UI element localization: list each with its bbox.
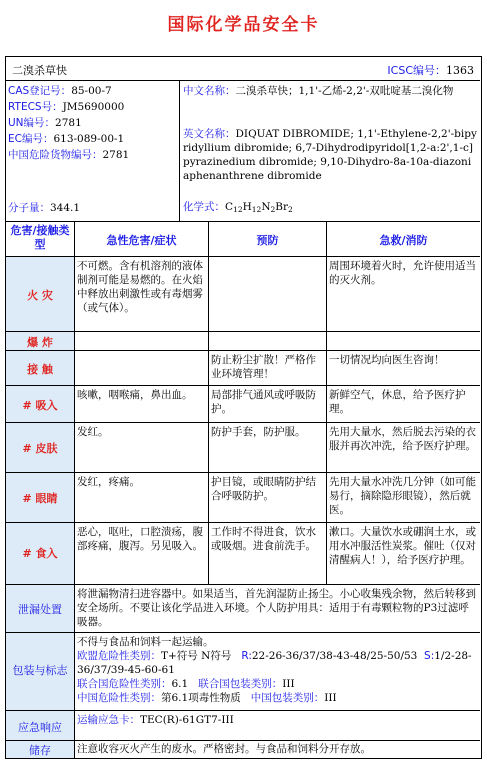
skin-firstaid: 先用大量水，然后脱去污染的衣服并再次冲洗，给予医疗护理。 bbox=[329, 426, 476, 452]
safety-card bbox=[5, 56, 482, 759]
un-classification: 联合国危险性类别：6.1 联合国包装类别：III bbox=[77, 678, 295, 690]
ingest-firstaid: 漱口。大量饮水或硼润土水，或用水冲服活性炭浆。催吐（仅对清醒病人！），给予医疗护理。 bbox=[329, 526, 476, 566]
table-row bbox=[6, 523, 480, 585]
packaging-row bbox=[6, 633, 480, 711]
eyes-acute: 发红，疼痛。 bbox=[77, 476, 140, 488]
fire-acute: 不可燃。含有机溶剂的液体制剂可能是易燃的。在火焰中释放出刺激性或有毒烟雾（或气体）。 bbox=[77, 260, 203, 314]
emergency-row bbox=[6, 711, 480, 741]
table-row bbox=[6, 351, 480, 386]
row-label-storage: 储存 bbox=[6, 741, 75, 758]
chemical-name: 二溴杀草快 bbox=[12, 64, 67, 77]
page-title: 国际化学品安全卡 bbox=[167, 15, 320, 35]
skin-prevention: 防护手套，防护服。 bbox=[211, 426, 306, 438]
header-firstaid: 急救/消防 bbox=[379, 234, 428, 247]
cn-classification: 中国危险性类别：第6.1项毒性物质 中国包装类别：III bbox=[77, 692, 337, 704]
eyes-prevention: 护目镜，或眼睛防护结合呼吸防护。 bbox=[211, 476, 316, 502]
cas-number: CAS登记号：85-00-7 bbox=[8, 85, 112, 97]
spill-text: 将泄漏物清扫进容器中。如果适当，首先润湿防止扬尘。小心收集残余物，然后转移到安全场所。不要让该化学品进入环境。个人防护用具：适用于有毒颗粒物的P3过滤呼吸器。 bbox=[77, 588, 476, 628]
row-label-inhale: # 吸入 bbox=[6, 386, 75, 422]
inhale-firstaid: 新鲜空气，休息，给予医疗护理。 bbox=[329, 389, 466, 415]
ec-number: EC编号：613-089-00-1 bbox=[8, 133, 125, 145]
english-name-entry: 英文名称：DIQUAT DIBROMIDE; 1,1'-Ethylene-2,2'-bipyridyllium dibromide; 6,7-Dihydrodipyridol[1,2-a:2',1-c]pyrazinedium dibromide; 9,10-Dihydro-8a-10a-diazoniaphenanthrene dibromide bbox=[183, 128, 477, 182]
row-label-skin: # 皮肤 bbox=[6, 423, 75, 472]
header-type: 危害/接触类型 bbox=[6, 222, 75, 256]
row-label-emergency: 应急响应 bbox=[6, 711, 75, 740]
table-row bbox=[6, 386, 480, 423]
table-row bbox=[6, 423, 480, 473]
header-prevention: 预防 bbox=[209, 222, 327, 256]
cn-dangerous-goods-number: 中国危险货物编号：2781 bbox=[8, 149, 130, 161]
row-label-eyes: # 眼睛 bbox=[6, 473, 75, 522]
rtecs-number: RTECS号：JM5690000 bbox=[8, 101, 125, 113]
row-label-fire: 火 灾 bbox=[6, 257, 75, 331]
chemical-names bbox=[180, 81, 480, 222]
packaging-text: 不得与食品和饲料一起运输。 欧盟危险性类别：T+符号 N符号 R:22-26-36/37/38-43-48/25-50/53 S:1/2-28-36/37/39-45-60-61 联合国危险性类别：6.1 联合国包装类别：III 中国危险性类别：第6.1项毒性物质 中国包装类别：III bbox=[77, 635, 478, 705]
row-label-packaging: 包装与标志 bbox=[6, 633, 75, 710]
fire-firstaid: 周围环境着火时，允许使用适当的灭火剂。 bbox=[329, 260, 476, 286]
header-acute: 急性危害/症状 bbox=[75, 222, 209, 256]
identifier-codes bbox=[6, 81, 180, 222]
row-label-explosion: 爆 炸 bbox=[6, 332, 75, 350]
emergency-text: 运输应急卡：TEC(R)-61GT7-III bbox=[77, 714, 234, 726]
un-number: UN编号：2781 bbox=[8, 117, 82, 129]
inhale-acute: 咳嗽，咽喉痛，鼻出血。 bbox=[77, 389, 193, 401]
inhale-prevention: 局部排气通风或呼吸防护。 bbox=[211, 389, 316, 415]
table-row bbox=[6, 257, 480, 332]
molecular-weight: 分子量：344.1 bbox=[8, 202, 81, 214]
ingest-acute: 恶心，呕吐，口腔溃疡，腹部疼痛，腹泻。另见吸入。 bbox=[77, 526, 203, 552]
eyes-firstaid: 先用大量水冲洗几分钟（如可能易行，摘除隐形眼镜），然后就医。 bbox=[329, 476, 476, 516]
contact-prevention: 防止粉尘扩散！严格作业环境管理！ bbox=[211, 354, 316, 380]
row-label-contact: 接 触 bbox=[6, 351, 75, 385]
table-header-row bbox=[6, 222, 480, 257]
spill-row bbox=[6, 585, 480, 633]
row-label-spill: 泄漏处置 bbox=[6, 585, 75, 632]
ingest-prevention: 工作时不得进食，饮水或吸烟。进食前洗手。 bbox=[211, 526, 316, 552]
identifier-block bbox=[6, 81, 480, 222]
skin-acute: 发红。 bbox=[77, 426, 109, 438]
table-row bbox=[6, 473, 480, 523]
storage-row bbox=[6, 741, 480, 758]
chemical-formula: 化学式：$C_{12}H_{12}N_2Br_2$ bbox=[183, 201, 293, 214]
storage-text: 注意收容灭火产生的废水。严格密封。与食品和饲料分开存放。 bbox=[77, 743, 371, 755]
icsc-number: ICSC编号：1363 bbox=[387, 64, 474, 77]
table-row bbox=[6, 332, 480, 351]
chinese-name-entry: 中文名称：二溴杀草快；1,1'-乙烯-2,2'-双吡啶基二溴化物 bbox=[183, 85, 454, 97]
eu-classification: 欧盟危险性类别：T+符号 N符号 R:22-26-36/37/38-43-48/25-50/53 S:1/2-28-36/37/39-45-60-61 bbox=[77, 650, 472, 676]
contact-firstaid: 一切情况均向医生咨询！ bbox=[329, 354, 445, 366]
row-label-ingest: # 食入 bbox=[6, 523, 75, 584]
name-bar bbox=[6, 57, 480, 81]
